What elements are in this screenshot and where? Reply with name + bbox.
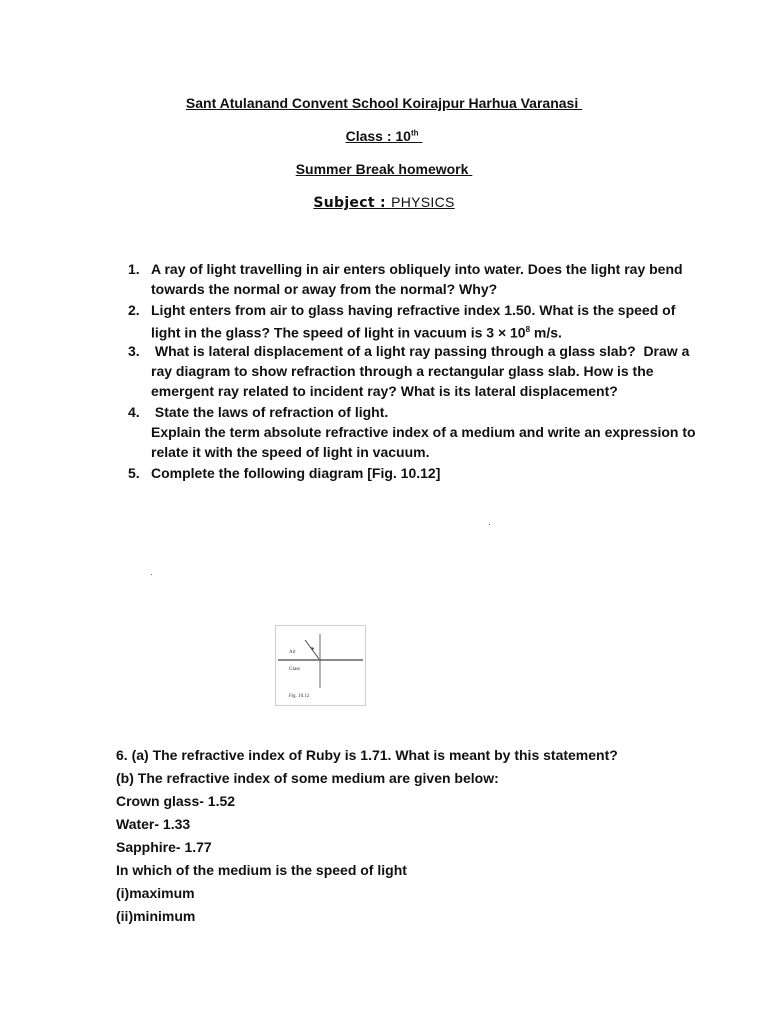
- subject-value: PHYSICS: [391, 194, 455, 210]
- question-2-unit: m/s.: [533, 324, 562, 341]
- question-6-line-6: In which of the medium is the speed of light: [116, 862, 407, 878]
- question-6-line-5: Sapphire- 1.77: [116, 839, 212, 855]
- question-1-number: 1.: [128, 261, 140, 277]
- question-5-line-1: Complete the following diagram [Fig. 10.12]: [151, 465, 441, 481]
- question-4-line-2: Explain the term absolute refractive index of a medium and write an expression to: [151, 424, 696, 440]
- question-4-line-1: State the laws of refraction of light.: [151, 404, 389, 420]
- question-6-line-7: (i)maximum: [116, 885, 195, 901]
- homework-title: Summer Break homework: [295, 161, 473, 177]
- question-2-line-2: [151, 320, 562, 343]
- question-6-line-8: (ii)minimum: [116, 908, 196, 924]
- question-1-line-2: towards the normal or away from the normal? Why?: [151, 281, 498, 297]
- incident-ray: [305, 640, 319, 659]
- question-6-line-3: Crown glass- 1.52: [116, 793, 236, 809]
- question-1-line-1: A ray of light travelling in air enters obliquely into water. Does the light ray bend: [151, 261, 683, 277]
- question-2-line-2-text: light in the glass? The speed of light in vacuum is 3 × 10: [151, 324, 526, 341]
- school-name: Sant Atulanand Convent School Koirajpur Harhua Varanasi: [185, 95, 583, 111]
- question-3-number: 3.: [128, 343, 140, 359]
- question-3-line-2: ray diagram to show refraction through a rectangular glass slab. How is the: [151, 363, 654, 379]
- question-4-number: 4.: [128, 404, 140, 420]
- question-6-line-1: 6. (a) The refractive index of Ruby is 1.71. What is meant by this statement?: [116, 747, 618, 763]
- subject-label: Subject :: [313, 195, 392, 211]
- question-2-number: 2.: [128, 302, 140, 318]
- class-text: Class : 10: [345, 128, 411, 144]
- air-label: Air: [289, 650, 296, 655]
- glass-label: Glass: [289, 667, 301, 672]
- scan-speck: [489, 524, 490, 525]
- question-3-line-3: emergent ray related to incident ray? What is its lateral displacement?: [151, 383, 618, 399]
- refraction-diagram: [276, 626, 365, 705]
- question-6-line-2: (b) The refractive index of some medium are given below:: [116, 770, 499, 786]
- question-2-line-1: Light enters from air to glass having refractive index 1.50. What is the speed of: [151, 302, 676, 318]
- figure-caption: Fig. 10.12: [289, 694, 310, 699]
- refraction-figure: [275, 625, 366, 706]
- subject-line: [0, 194, 768, 211]
- class-line: [0, 128, 768, 144]
- question-4-line-3: relate it with the speed of light in vacuum.: [151, 444, 430, 460]
- question-6-line-4: Water- 1.33: [116, 816, 191, 832]
- question-2-exponent: 8: [525, 325, 531, 334]
- scan-speck: [151, 574, 152, 575]
- question-3-line-1: What is lateral displacement of a light ray passing through a glass slab? Draw a: [151, 343, 690, 359]
- class-superscript: th: [410, 128, 419, 138]
- question-5-number: 5.: [128, 465, 140, 481]
